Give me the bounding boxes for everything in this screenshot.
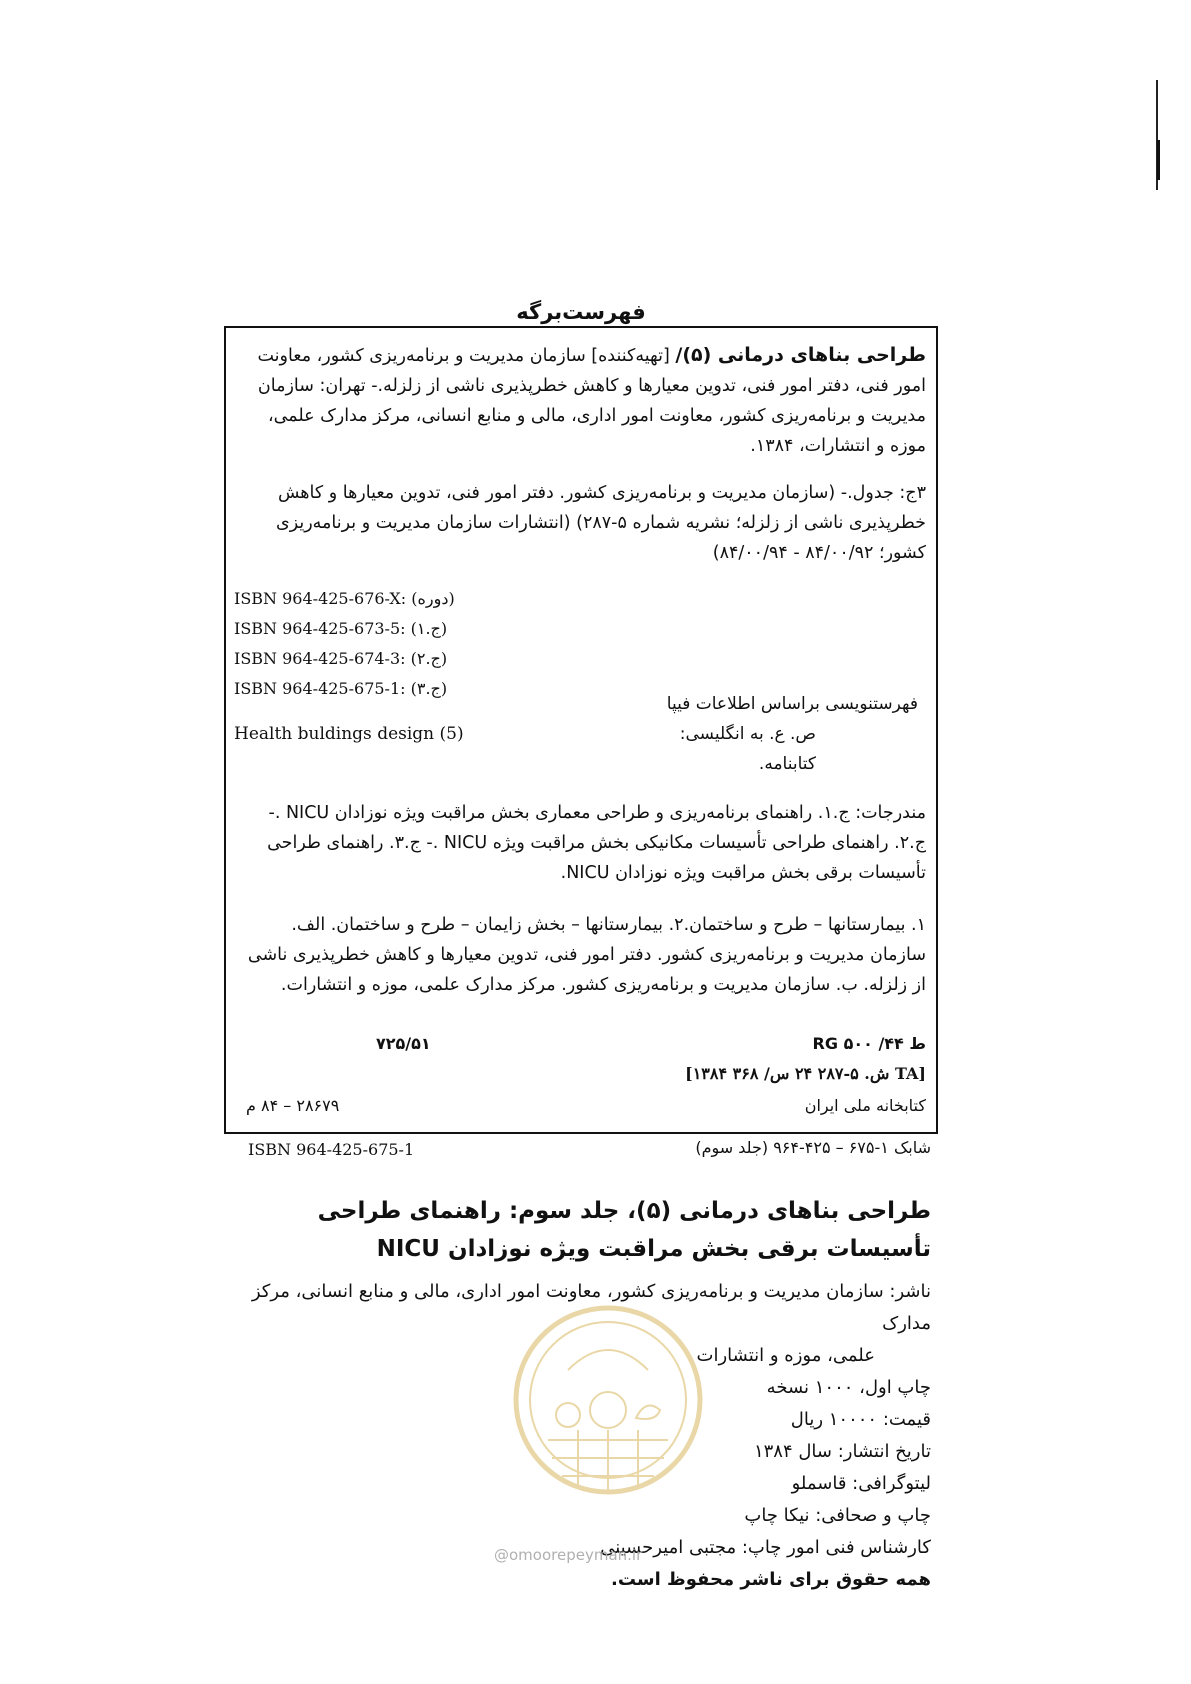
bibliography-note: کتابنامه. <box>758 754 816 774</box>
subjects-note: ۱. بیمارستانها – طرح و ساختمان.۲. بیمارستانها – بخش زایمان – طرح و ساختمان. الف. سازمان مدیریت و برنامه‌ریزی کشور. دفتر امور فنی، تدوین معیارها و کاهش خطرپذیری ناشی از زلزله. ب. سازمان مدیریت و برنامه‌ریزی کشور. مرکز مدارک علمی، موزه و انتشارات. <box>247 915 926 995</box>
main-entry <box>236 340 926 461</box>
dewey-number: ۷۲۵/۵۱ <box>376 1034 431 1053</box>
fipa-note: فهرستنویسی براساس اطلاعات فیپا <box>666 694 918 714</box>
imprint-date: تاریخ انتشار: سال ۱۳۸۴ <box>753 1441 931 1462</box>
main-entry-title: طراحی بناهای درمانی (۵)/ <box>675 344 926 366</box>
book-title: طراحی بناهای درمانی (۵)، جلد سوم: راهنمای طراحی تأسیسات برقی بخش مراقبت ویژه نوزادان NICU <box>317 1198 931 1262</box>
english-title-label: ص. ع. به انگلیسی: <box>679 724 816 744</box>
national-library: کتابخانه ملی ایران <box>804 1096 926 1115</box>
imprint-rights: همه حقوق برای ناشر محفوظ است. <box>611 1569 931 1590</box>
cip-box <box>224 326 938 1134</box>
isbn-set: ISBN 964-425-676-X: (دوره) <box>234 589 455 608</box>
english-title: Health buldings design (5) <box>234 724 464 744</box>
isbn-vol3: ISBN 964-425-675-1: (ج.۳) <box>234 679 448 698</box>
isbn-bottom-fa: شابک ۱-۶۷۵ – ۴۲۵-۹۶۴ (جلد سوم) <box>695 1138 931 1157</box>
lc-class-line1: RG ۵۰۰ /ط ۴۴ <box>812 1034 926 1053</box>
imprint-publisher-1: ناشر: سازمان مدیریت و برنامه‌ریزی کشور، معاونت امور اداری، مالی و منابع انسانی، مرکز مدارک <box>251 1281 931 1334</box>
library-number: ۲۸۶۷۹ – ۸۴ م <box>246 1096 340 1115</box>
isbn-list <box>234 584 455 704</box>
imprint-publisher-2: علمی، موزه و انتشارات <box>696 1345 875 1366</box>
watermark-text: @omoorepeyman.ir <box>494 1546 643 1564</box>
page-edge-mark-bold <box>1157 140 1160 180</box>
isbn-vol2: ISBN 964-425-674-3: (ج.۲) <box>234 649 448 668</box>
imprint-price: قیمت: ۱۰۰۰۰ ریال <box>790 1409 931 1430</box>
lc-class-line2: [۱۳۸۴ ش. ۵-۲۸۷ ۲۴ س/ ۳۶۸ TA] <box>685 1064 926 1083</box>
cip-heading: فهرست‌برگه <box>516 300 646 324</box>
imprint-printing: چاپ و صحافی: نیکا چاپ <box>744 1505 931 1526</box>
main-entry-body: [تهیه‌کننده] سازمان مدیریت و برنامه‌ریزی کشور، معاونت امور فنی، دفتر امور فنی، تدوین معیارها و کاهش خطرپذیری ناشی از زلزله.- تهران: سازمان مدیریت و برنامه‌ریزی کشور، معاونت امور اداری، مالی و منابع انسانی، مرکز مدارک علمی، موزه و انتشارات، ۱۳۸۴. <box>257 346 926 456</box>
imprint-lithography: لیتوگرافی: قاسملو <box>791 1473 931 1494</box>
series-note: ۳ج: جدول.- (سازمان مدیریت و برنامه‌ریزی کشور. دفتر امور فنی، تدوین معیارها و کاهش خطرپذیری ناشی از زلزله؛ نشریه شماره ۵-۲۸۷) (انتشارات سازمان مدیریت و برنامه‌ریزی کشور؛ ۸۴/۰۰/۹۲ - ۸۴/۰۰/۹۴) <box>276 483 926 563</box>
isbn-vol1: ISBN 964-425-673-5: (ج.۱) <box>234 619 448 638</box>
imprint-technical: کارشناس فنی امور چاپ: مجتبی امیرحسینی <box>600 1537 931 1558</box>
imprint-edition: چاپ اول، ۱۰۰۰ نسخه <box>766 1377 931 1398</box>
isbn-bottom-en: ISBN 964-425-675-1 <box>248 1140 415 1159</box>
contents-note: مندرجات: ج.۱. راهنمای برنامه‌ریزی و طراحی معماری بخش مراقبت ویژه نوزادان NICU .- ج.۲. راهنمای طراحی تأسیسات مکانیکی بخش مراقبت ویژه NICU .- ج.۳. راهنمای طراحی تأسیسات برقی بخش مراقبت ویژه نوزادان NICU. <box>267 803 926 883</box>
